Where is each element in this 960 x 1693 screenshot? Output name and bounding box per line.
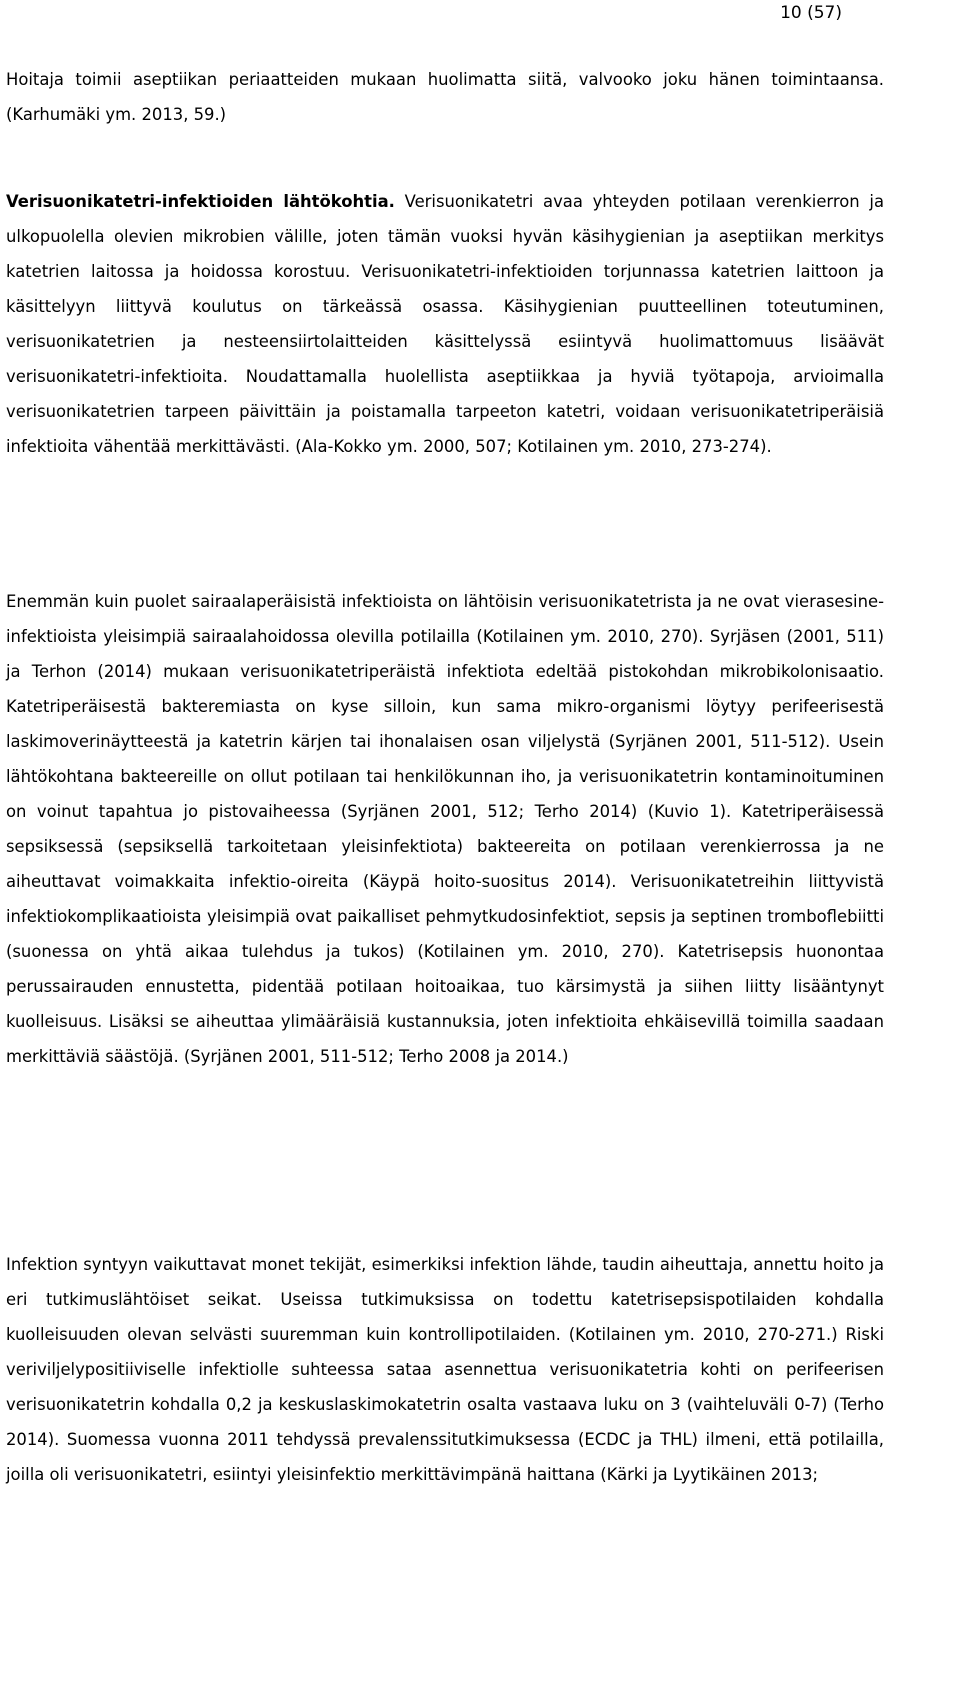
paragraph-aseptiikka: Hoitaja toimii aseptiikan periaatteiden mukaan huolimatta siitä, valvooko joku hänen toimintaansa. (Karhumäki ym. 2013, 59.) (6, 70, 884, 124)
paragraph-lahtokohtia (6, 184, 884, 464)
paragraph-body: Verisuonikatetri avaa yhteyden potilaan verenkierron ja ulkopuolella olevien mikrobien välille, joten tämän vuoksi hyvän käsihygienian ja aseptiikan merkitys katetrien laitossa ja hoidossa korostuu. Verisuonikatetri-infektioiden torjunnassa katetrien laittoon ja käsittelyyn liittyvä koulutus on tärkeässä osassa. Käsihygienian puutteellinen toteutuminen, verisuonikatetrien ja nesteensiirtolaitteiden käsittelyssä esiintyvä huolimattomuus lisäävät verisuonikatetri-infektioita. Noudattamalla huolellista aseptiikkaa ja hyviä työtapoja, arvioimalla verisuonikatetrien tarpeen päivittäin ja poistamalla tarpeeton katetri, voidaan verisuonikatetriperäisiä infektioita vähentää merkittävästi. (Ala-Kokko ym. 2000, 507; Kotilainen ym. 2010, 273-274). (6, 192, 884, 456)
paragraph-heading: Verisuonikatetri-infektioiden lähtökohtia. (6, 192, 395, 211)
paragraph-infektion-syntyyn: Infektion syntyyn vaikuttavat monet tekijät, esimerkiksi infektion lähde, taudin aiheuttaja, annettu hoito ja eri tutkimuslähtöiset seikat. Useissa tutkimuksissa on todettu katetrisepsispotilaiden kohdalla kuolleisuuden olevan selvästi suuremman kuin kontrollipotilaiden. (Kotilainen ym. 2010, 270-271.) Riski veriviljelypositiiviselle infektiolle suhteessa sataa asennettua verisuonikatetria kohti on perifeerisen verisuonikatetrin kohdalla 0,2 ja keskuslaskimokatetrin osalta vastaava luku on 3 (vaihteluväli 0-7) (Terho 2014). Suomessa vuonna 2011 tehdyssä prevalenssitutkimuksessa (ECDC ja THL) ilmeni, että potilailla, joilla oli verisuonikatetri, esiintyi yleisinfektio merkittävimpänä haittana (Kärki ja Lyytikäinen 2013; (6, 1255, 884, 1484)
page-number: 10 (57) (780, 3, 842, 23)
paragraph-sairaalaperaiset: Enemmän kuin puolet sairaalaperäisistä infektioista on lähtöisin verisuonikatetrista ja ne ovat vierasesine-infektioista yleisimpiä sairaalahoidossa olevilla potilailla (Kotilainen ym. 2010, 270). Syrjäsen (2001, 511) ja Terhon (2014) mukaan verisuonikatetriperäistä infektiota edeltää pistokohdan mikrobikolonisaatio. Katetriperäisestä bakteremiasta on kyse silloin, kun sama mikro-organismi löytyy perifeerisestä laskimoverinäytteestä ja katetrin kärjen tai ihonalaisen osan viljelystä (Syrjänen 2001, 511-512). Usein lähtökohtana bakteereille on ollut potilaan tai henkilökunnan iho, ja verisuonikatetrin kontaminoituminen on voinut tapahtua jo pistovaiheessa (Syrjänen 2001, 512; Terho 2014) (Kuvio 1). Katetriperäisessä sepsiksessä (sepsiksellä tarkoitetaan yleisinfektiota) bakteereita on potilaan verenkierrossa ja ne aiheuttavat voimakkaita infektio-oireita (Käypä hoito-suositus 2014). Verisuonikatetreihin liittyvistä infektiokomplikaatioista yleisimpiä ovat paikalliset pehmytkudosinfektiot, sepsis ja septinen tromboflebiitti (suonessa on yhtä aikaa tulehdus ja tukos) (Kotilainen ym. 2010, 270). Katetrisepsis huonontaa perussairauden ennustetta, pidentää potilaan hoitoaikaa, tuo kärsimystä ja siihen liitty lisääntynyt kuolleisuus. Lisäksi se aiheuttaa ylimääräisiä kustannuksia, joten infektioita ehkäisevillä toimilla saadaan merkittäviä säästöjä. (Syrjänen 2001, 511-512; Terho 2008 ja 2014.) (6, 592, 884, 1066)
